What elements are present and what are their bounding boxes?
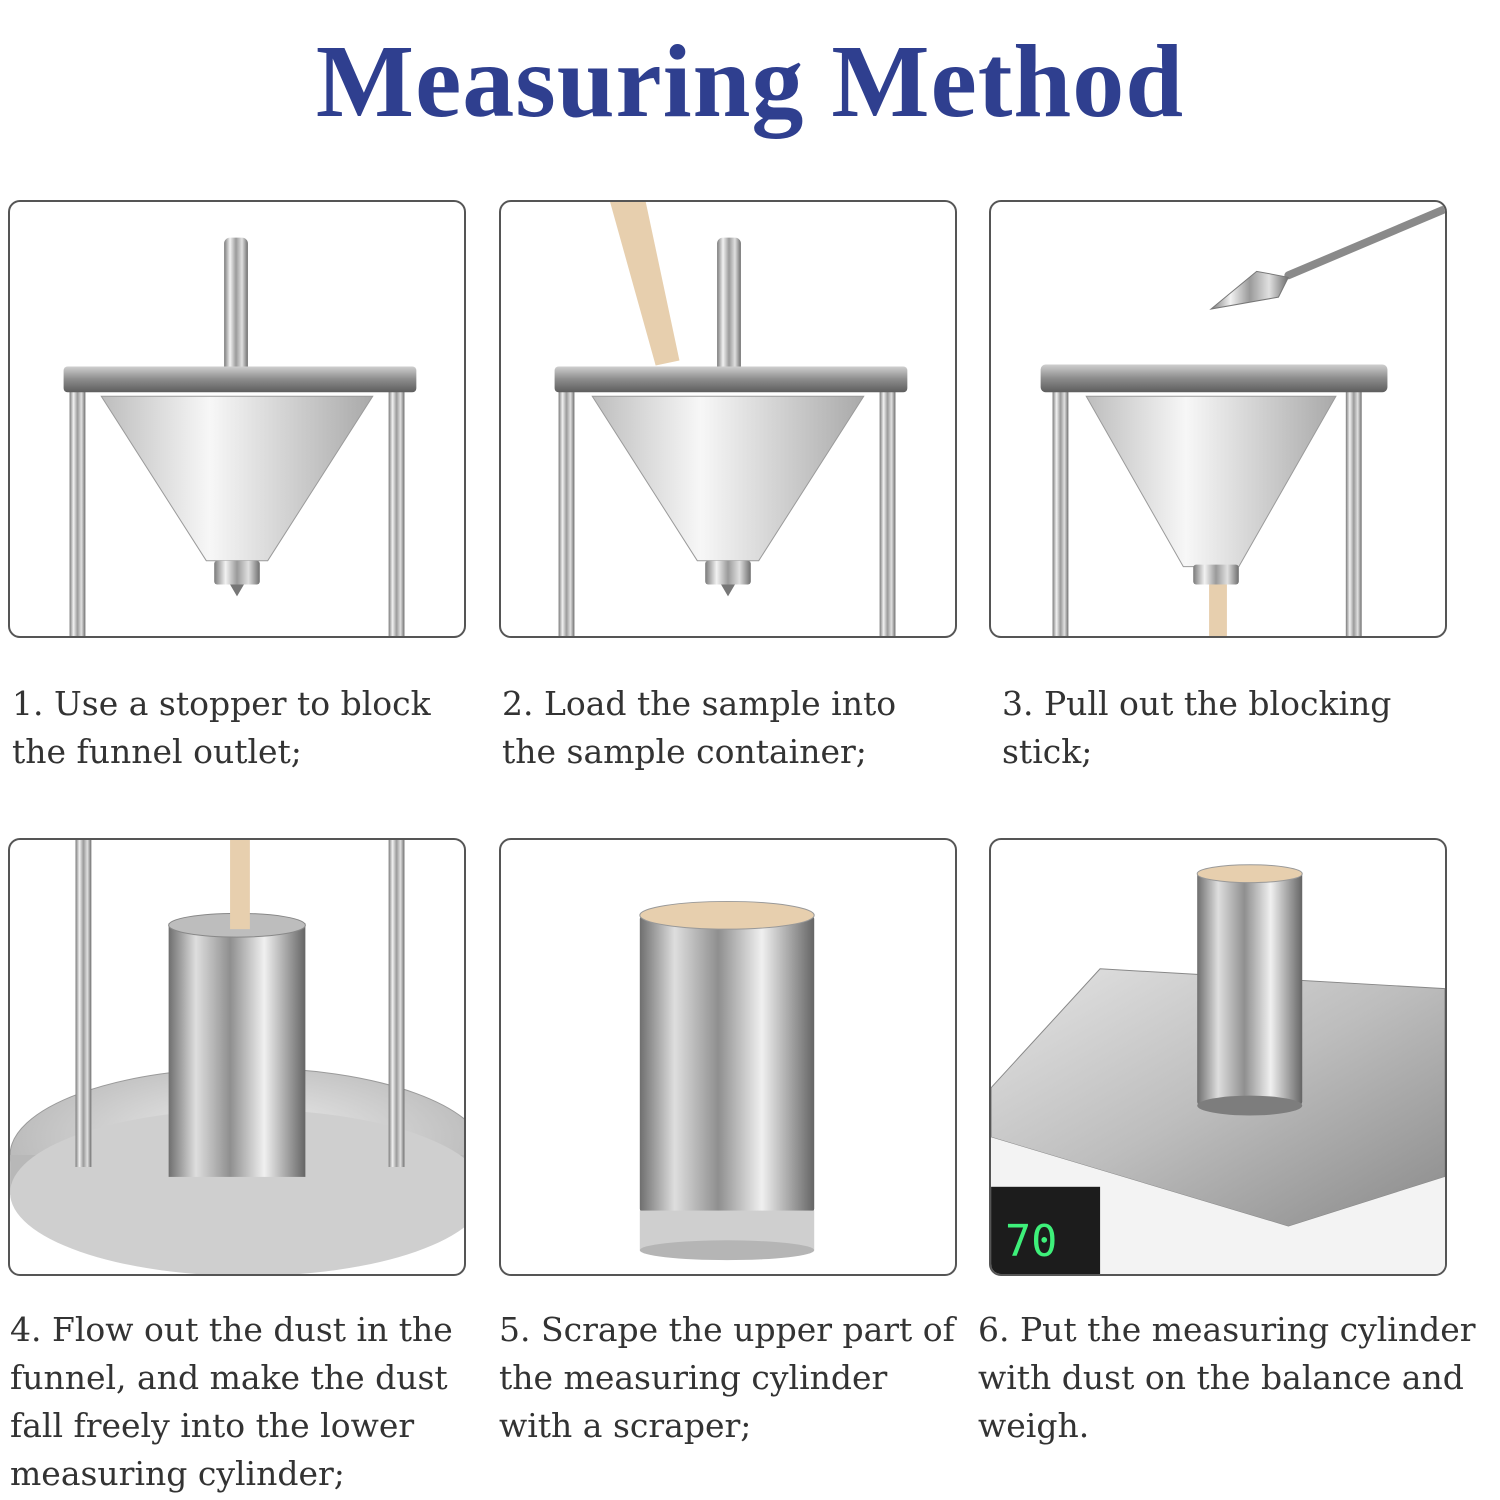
dust-stream-icon: [1209, 584, 1227, 636]
step-6-image: [989, 838, 1447, 1276]
step-3-caption: 3. Pull out the blocking stick;: [1002, 684, 1392, 771]
funnel-loading-sample-icon: [501, 202, 955, 636]
cylinder-scraped-icon: [501, 840, 955, 1274]
step-2-caption: 2. Load the sample into the sample container;: [502, 684, 897, 771]
step-6-caption: 6. Put the measuring cylinder with dust on the balance and weigh.: [978, 1310, 1476, 1445]
step-4-image: [8, 838, 466, 1276]
step-4-caption: 4. Flow out the dust in the funnel, and make the dust fall freely into the lower measuring cylinder;: [10, 1310, 453, 1493]
dust-stream-icon: [230, 840, 250, 929]
blocking-stick-icon: [1288, 210, 1443, 275]
step-5-image: [499, 838, 957, 1276]
step-1-caption: 1. Use a stopper to block the funnel outlet;: [12, 684, 431, 771]
sample-stream-icon: [610, 202, 679, 365]
scale-reading: 70: [1004, 1217, 1058, 1268]
cylinder-filling-icon: [10, 840, 464, 1274]
step-5-caption: 5. Scrape the upper part of the measuring cylinder with a scraper;: [499, 1310, 955, 1445]
step-2-image: [499, 200, 957, 638]
funnel-stick-removed-icon: [991, 202, 1445, 636]
cylinder-on-scale-icon: [991, 840, 1445, 1274]
step-3-image: [989, 200, 1447, 638]
funnel-with-stopper-icon: [10, 202, 464, 636]
page-title: Measuring Method: [315, 24, 1185, 139]
step-1-image: [8, 200, 466, 638]
